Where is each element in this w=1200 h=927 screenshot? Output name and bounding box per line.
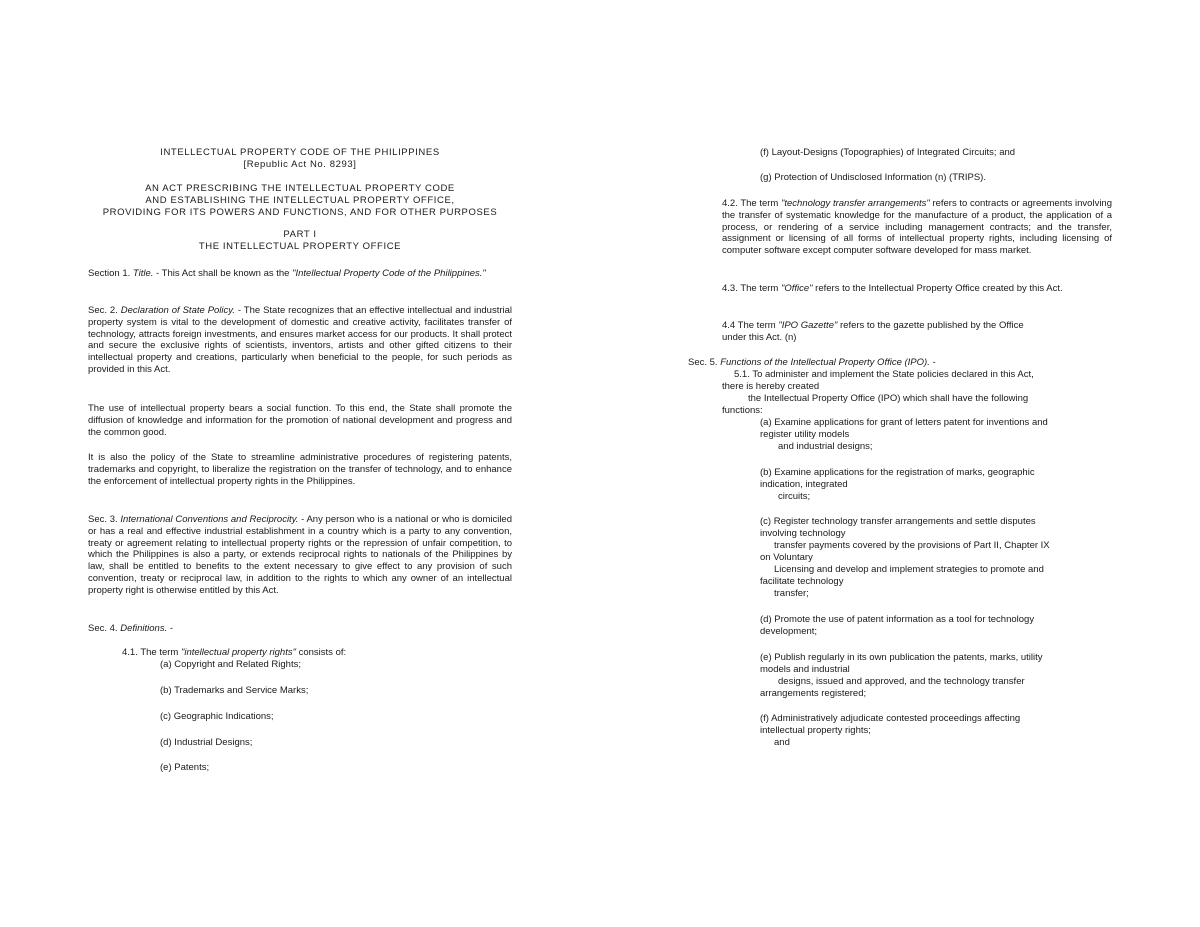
document-title: INTELLECTUAL PROPERTY CODE OF THE PHILIPPINES bbox=[160, 147, 440, 158]
act-title-line-1: AN ACT PRESCRIBING THE INTELLECTUAL PROPERTY CODE bbox=[145, 183, 455, 194]
list-item: (d) Industrial Designs; bbox=[160, 737, 253, 748]
list-item: (g) Protection of Undisclosed Information (n) (TRIPS). bbox=[760, 172, 986, 183]
item-4-4-body-2: under this Act. (n) bbox=[722, 332, 797, 343]
function-f-line: intellectual property rights; bbox=[760, 725, 871, 736]
item-4-1-prefix: 4.1. The term bbox=[122, 647, 181, 658]
document-subtitle: [Republic Act No. 8293] bbox=[243, 159, 357, 170]
item-4-2 bbox=[722, 198, 1112, 257]
section-5-intro-line: the Intellectual Property Office (IPO) which shall have the following bbox=[748, 393, 1029, 404]
section-2-paragraph-3: It is also the policy of the State to streamline administrative procedures of registering patents, trademarks and copyright, to liberalize the registration on the transfer of technology, and to enhance the enforcement of intellectual property rights in the Philippines. bbox=[88, 452, 512, 487]
section-2-label: Sec. 2. bbox=[88, 305, 118, 316]
function-b-line: (b) Examine applications for the registration of marks, geographic bbox=[760, 467, 1035, 478]
function-e-line: (e) Publish regularly in its own publication the patents, marks, utility bbox=[760, 652, 1043, 663]
function-c-line: Licensing and develop and implement strategies to promote and bbox=[774, 564, 1044, 575]
function-c-line: (c) Register technology transfer arrangements and settle disputes bbox=[760, 516, 1036, 527]
function-a-line: (a) Examine applications for grant of letters patent for inventions and bbox=[760, 417, 1048, 428]
section-4-heading bbox=[88, 623, 512, 635]
item-4-3 bbox=[722, 283, 1112, 295]
function-b-line: circuits; bbox=[778, 491, 811, 502]
section-1-text: - This Act shall be known as the bbox=[153, 268, 293, 279]
section-2-paragraph-2: The use of intellectual property bears a social function. To this end, the State shall promote the diffusion of knowledge and information for the promotion of national development and progress and the common good. bbox=[88, 403, 512, 438]
function-c-line: transfer; bbox=[774, 588, 809, 599]
list-item: (f) Layout-Designs (Topographies) of Integrated Circuits; and bbox=[760, 147, 1016, 158]
act-title-line-3: PROVIDING FOR ITS POWERS AND FUNCTIONS, AND FOR OTHER PURPOSES bbox=[102, 207, 498, 218]
list-item: (c) Geographic Indications; bbox=[160, 711, 274, 722]
section-3-label: Sec. 3. bbox=[88, 514, 118, 525]
section-2 bbox=[88, 305, 512, 376]
part-title: THE INTELLECTUAL PROPERTY OFFICE bbox=[198, 241, 402, 252]
item-4-3-prefix: 4.3. The term bbox=[722, 283, 781, 294]
act-title-line-2: AND ESTABLISHING THE INTELLECTUAL PROPERTY OFFICE, bbox=[145, 195, 455, 206]
section-1-act-name: "Intellectual Property Code of the Philippines." bbox=[292, 268, 486, 279]
function-b-line: indication, integrated bbox=[760, 479, 848, 490]
function-c-line: transfer payments covered by the provisions of Part II, Chapter IX bbox=[774, 540, 1050, 551]
item-4-4 bbox=[722, 320, 1146, 332]
section-4-dash: - bbox=[167, 623, 174, 634]
function-c-line: facilitate technology bbox=[760, 576, 844, 587]
list-item: (e) Patents; bbox=[160, 762, 210, 773]
item-4-4-prefix: 4.4 The term bbox=[722, 320, 779, 331]
function-c-line: involving technology bbox=[760, 528, 846, 539]
section-5-heading bbox=[688, 357, 1112, 369]
function-a-line: and industrial designs; bbox=[778, 441, 873, 452]
section-2-body: - The State recognizes that an effective intellectual and industrial property system is vital to the development of domestic and creative activity, facilitates transfer of technology, attracts foreign investments, and ensures market access for our products. It shall protect and secure the exclusive rights of scientists, inventors, artists and other gifted citizens to their intellectual property and creations, particularly when beneficial to the people, for such periods as provided in this Act. bbox=[88, 305, 512, 375]
function-f-line: (f) Administratively adjudicate contested proceedings affecting bbox=[760, 713, 1021, 724]
item-4-3-term: "Office" bbox=[780, 283, 813, 294]
function-d-line: development; bbox=[760, 626, 818, 637]
function-c-line: on Voluntary bbox=[760, 552, 813, 563]
item-4-1-suffix: consists of: bbox=[295, 647, 347, 658]
section-3-body: - Any person who is a national or who is domiciled or has a real and effective industrial establishment in a country which is a party to any convention, treaty or agreement relating to intellectual property rights or the repression of unfair competition, to which the Philippines is also a party, or extends reciprocal rights to nationals of the Philippines by law, shall be entitled to benefits to the extent necessary to give effect to any provision of such convention, treaty or reciprocal law, in addition to the rights to which any owner of an intellectual property right is otherwise entitled by this Act. bbox=[88, 514, 512, 596]
section-2-title: Declaration of State Policy. bbox=[120, 305, 235, 316]
section-1 bbox=[88, 268, 512, 280]
item-4-3-body: refers to the Intellectual Property Office created by this Act. bbox=[812, 283, 1063, 294]
section-5-label: Sec. 5. bbox=[688, 357, 718, 368]
section-5-dash: - bbox=[929, 357, 936, 368]
item-4-4-body: refers to the gazette published by the Office bbox=[837, 320, 1024, 331]
section-5-intro-line: there is hereby created bbox=[722, 381, 820, 392]
list-item: (a) Copyright and Related Rights; bbox=[160, 659, 301, 670]
function-a-line: register utility models bbox=[760, 429, 850, 440]
section-4-title: Definitions. bbox=[120, 623, 168, 634]
section-1-title: Title. bbox=[132, 268, 154, 279]
section-5-title: Functions of the Intellectual Property Office (IPO). bbox=[720, 357, 930, 368]
function-e-line: models and industrial bbox=[760, 664, 850, 675]
section-4-label: Sec. 4. bbox=[88, 623, 118, 634]
item-4-1 bbox=[122, 647, 546, 659]
section-5-intro-line: functions: bbox=[722, 405, 763, 416]
item-4-4-term: "IPO Gazette" bbox=[778, 320, 838, 331]
part-heading: PART I bbox=[283, 229, 317, 240]
item-4-2-term: "technology transfer arrangements" bbox=[780, 198, 930, 209]
item-4-1-term: "intellectual property rights" bbox=[180, 647, 296, 658]
function-d-line: (d) Promote the use of patent information as a tool for technology bbox=[760, 614, 1035, 625]
section-3-title: International Conventions and Reciprocity. bbox=[120, 514, 299, 525]
item-4-2-body: refers to contracts or agreements involving the transfer of systematic knowledge for the manufacture of a product, the application of a process, or rendering of a service including management contracts; and the transfer, assignment or licensing of all forms of intellectual property rights, including licensing of computer software except computer software developed for mass market. bbox=[722, 198, 1112, 257]
section-3 bbox=[88, 514, 512, 597]
function-e-line: designs, issued and approved, and the technology transfer bbox=[778, 676, 1025, 687]
section-5-intro-line: 5.1. To administer and implement the State policies declared in this Act, bbox=[734, 369, 1034, 380]
list-item: (b) Trademarks and Service Marks; bbox=[160, 685, 309, 696]
function-f-line: and bbox=[774, 737, 790, 748]
section-1-label: Section 1. bbox=[88, 268, 131, 279]
item-4-2-prefix: 4.2. The term bbox=[722, 198, 781, 209]
function-e-line: arrangements registered; bbox=[760, 688, 867, 699]
